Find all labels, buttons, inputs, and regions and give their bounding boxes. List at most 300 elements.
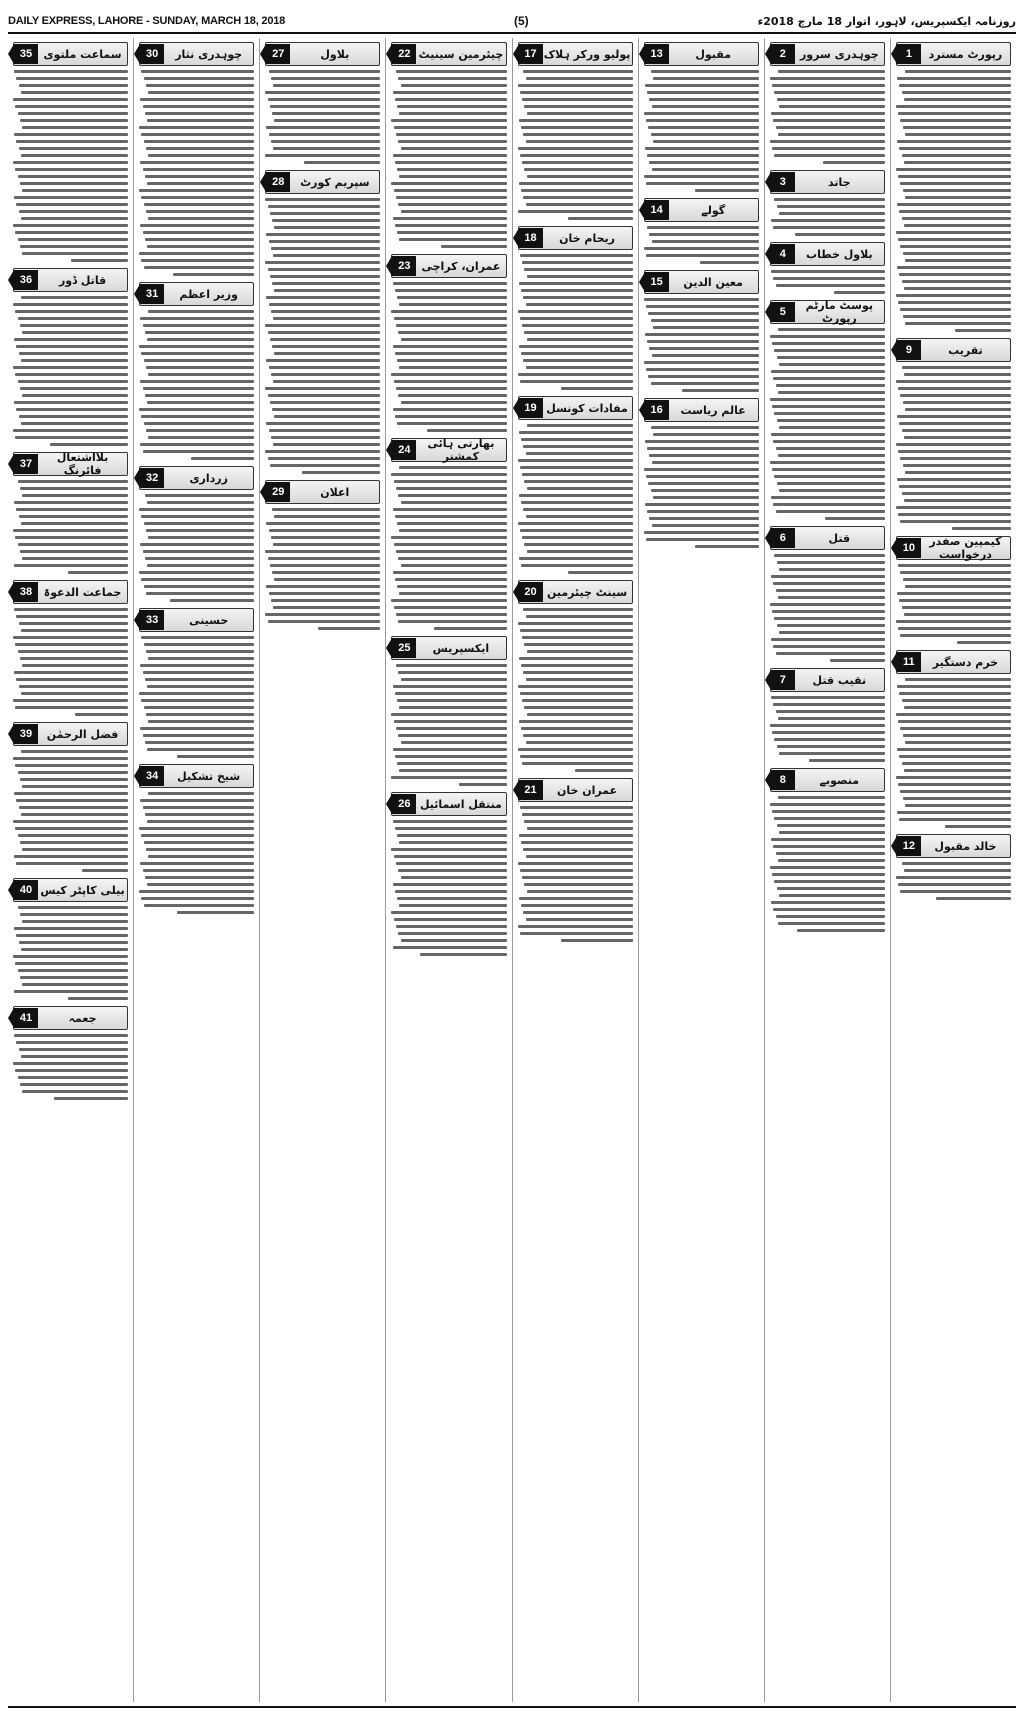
text-line [139, 508, 254, 511]
text-line [646, 368, 759, 371]
text-line [521, 352, 633, 355]
text-line [144, 841, 255, 844]
story-body-text [896, 366, 1011, 530]
story [391, 636, 506, 786]
story-body-text [896, 862, 1011, 900]
text-line [770, 724, 885, 727]
text-line [396, 613, 507, 616]
text-line [518, 459, 633, 462]
text-line [575, 769, 633, 772]
text-line [524, 331, 632, 334]
text-line [15, 373, 128, 376]
text-line [144, 643, 255, 646]
story-headline: منصوبے [819, 773, 860, 787]
text-line [770, 77, 885, 80]
story-body-text [391, 820, 506, 956]
text-line [522, 636, 633, 639]
text-line [19, 415, 128, 418]
text-line [140, 443, 254, 446]
story [518, 42, 633, 220]
story-number-badge: 22 [392, 44, 416, 64]
text-line [774, 738, 885, 741]
story-headline-box [644, 42, 759, 66]
text-line [776, 447, 885, 450]
text-line [145, 238, 254, 241]
text-line [268, 457, 381, 460]
text-line [420, 953, 506, 956]
text-line [145, 112, 254, 115]
text-line [391, 119, 506, 122]
story [644, 270, 759, 392]
text-line [524, 643, 632, 646]
story [644, 398, 759, 548]
text-line [524, 883, 632, 886]
text-line [146, 529, 254, 532]
text-line [148, 855, 254, 858]
text-line [270, 275, 381, 278]
text-line [266, 296, 380, 299]
text-line [271, 77, 380, 80]
text-line [898, 450, 1011, 453]
story [139, 42, 254, 276]
text-line [903, 126, 1011, 129]
text-line [274, 289, 380, 292]
text-line [20, 119, 128, 122]
text-line [274, 415, 380, 418]
text-line [771, 696, 885, 699]
text-line [904, 373, 1011, 376]
text-line [522, 762, 633, 765]
story-headline-box [518, 42, 633, 66]
story-number-badge: 23 [392, 256, 416, 276]
text-line [527, 713, 633, 716]
text-line [519, 720, 633, 723]
story-headline: کیمپین صفدر درخواست [929, 535, 1002, 561]
text-line [695, 545, 758, 548]
text-line [897, 203, 1011, 206]
text-line [21, 217, 128, 220]
text-line [776, 915, 885, 918]
text-line [526, 741, 633, 744]
text-line [391, 473, 506, 476]
text-line [526, 855, 633, 858]
text-line [644, 468, 759, 471]
text-line [21, 359, 128, 362]
text-line [147, 564, 254, 567]
text-line [394, 918, 507, 921]
text-line [141, 196, 254, 199]
text-line [520, 692, 633, 695]
story-body-text [770, 696, 885, 762]
story-headline: قاتل ڈور [58, 273, 107, 287]
text-line [273, 84, 380, 87]
text-line [523, 196, 632, 199]
text-line [273, 543, 380, 546]
text-line [140, 317, 254, 320]
text-line [266, 233, 380, 236]
story [770, 300, 885, 520]
text-line [779, 831, 885, 834]
story-headline: اعلان [320, 485, 350, 499]
text-line [903, 464, 1011, 467]
text-line [393, 748, 507, 751]
story [896, 42, 1011, 332]
text-line [15, 962, 128, 965]
text-line [898, 301, 1011, 304]
text-line [519, 557, 633, 560]
story-body-text [139, 494, 254, 602]
text-line [647, 510, 759, 513]
text-line [771, 638, 885, 641]
text-line [905, 585, 1011, 588]
text-line [148, 310, 254, 313]
text-line [651, 382, 759, 385]
story-body-text [896, 70, 1011, 332]
text-line [144, 422, 255, 425]
text-line [144, 585, 255, 588]
story-body-text [644, 226, 759, 264]
text-line [146, 650, 254, 653]
story-number-badge: 7 [771, 670, 795, 690]
story-headline-box [518, 226, 633, 250]
text-line [271, 436, 380, 439]
story-body-text [896, 678, 1011, 828]
text-line [777, 419, 885, 422]
text-line [15, 706, 128, 709]
text-line [899, 84, 1011, 87]
story [518, 226, 633, 390]
text-line [898, 513, 1011, 516]
text-line [391, 776, 506, 779]
text-line [518, 210, 633, 213]
text-line [266, 585, 380, 588]
text-line [399, 529, 506, 532]
text-line [778, 922, 885, 925]
text-line [20, 324, 128, 327]
story-number-badge: 34 [140, 766, 164, 786]
text-line [523, 133, 632, 136]
text-line [522, 876, 633, 879]
text-line [22, 920, 128, 923]
text-line [651, 426, 759, 429]
text-line [518, 147, 633, 150]
masthead-date-english: DAILY EXPRESS, LAHORE - SUNDAY, MARCH 18, 2018 [8, 15, 286, 27]
text-line [14, 927, 128, 930]
story-headline: خرم دستگیر [932, 655, 999, 669]
story-headline: چوہدری سرور [799, 47, 879, 61]
text-line [143, 550, 255, 553]
text-line [520, 317, 633, 320]
text-line [18, 969, 129, 972]
text-line [778, 596, 885, 599]
text-line [522, 536, 633, 539]
text-line [644, 247, 759, 250]
text-line [779, 568, 885, 571]
text-line [902, 91, 1011, 94]
text-line [522, 161, 633, 164]
text-line [272, 112, 380, 115]
text-line [177, 755, 254, 758]
text-line [141, 415, 254, 418]
story-number-badge: 33 [140, 610, 164, 630]
text-line [146, 713, 254, 716]
text-line [520, 869, 633, 872]
text-line [770, 398, 885, 401]
text-line [904, 706, 1011, 709]
text-line [22, 126, 128, 129]
text-line [269, 70, 381, 73]
text-line [16, 408, 128, 411]
text-line [771, 112, 885, 115]
story-headline-box [391, 792, 506, 816]
story-body-text [13, 750, 128, 872]
story-body-text [13, 1034, 128, 1100]
story [139, 764, 254, 914]
text-line [140, 161, 254, 164]
text-line [393, 91, 507, 94]
text-line [148, 536, 254, 539]
text-line [773, 908, 885, 911]
text-line [647, 340, 759, 343]
text-line [778, 328, 885, 331]
page-header [8, 10, 1016, 34]
text-line [265, 550, 380, 553]
story-headline: سپریم کورٹ [300, 175, 370, 189]
text-line [700, 261, 759, 264]
text-line [772, 731, 885, 734]
text-line [520, 529, 633, 532]
text-line [148, 720, 254, 723]
text-line [394, 855, 507, 858]
story [896, 834, 1011, 900]
text-line [270, 338, 381, 341]
story-number-badge: 18 [519, 228, 543, 248]
text-line [904, 98, 1011, 101]
text-line [896, 776, 1011, 779]
story [896, 338, 1011, 530]
text-line [518, 622, 633, 625]
story [13, 1006, 128, 1100]
story-headline: منتقل اسمائیل [419, 797, 502, 811]
text-line [146, 429, 254, 432]
text-line [22, 1090, 128, 1093]
text-line [13, 820, 128, 823]
text-line [898, 112, 1011, 115]
text-line [776, 589, 885, 592]
text-line [270, 401, 381, 404]
story-number-badge: 19 [519, 398, 543, 418]
text-line [401, 564, 507, 567]
text-line [394, 189, 507, 192]
text-line [401, 876, 507, 879]
text-line [13, 636, 128, 639]
text-line [265, 261, 380, 264]
text-line [897, 415, 1011, 418]
text-line [272, 408, 380, 411]
story-body-text [13, 608, 128, 716]
text-line [401, 401, 507, 404]
text-line [394, 480, 507, 483]
text-line [524, 105, 632, 108]
text-line [779, 752, 885, 755]
story [896, 536, 1011, 644]
text-line [270, 564, 381, 567]
text-line [16, 799, 128, 802]
text-line [399, 466, 506, 469]
text-line [68, 997, 128, 1000]
text-line [779, 212, 885, 215]
text-line [140, 98, 254, 101]
text-line [13, 429, 128, 432]
text-line [899, 692, 1011, 695]
story-number-badge: 25 [392, 638, 416, 658]
text-line [397, 296, 506, 299]
story-headline-box [518, 580, 633, 604]
text-line [652, 461, 759, 464]
text-line [646, 475, 759, 478]
story-number-badge: 20 [519, 582, 543, 602]
text-line [770, 140, 885, 143]
text-line [20, 487, 128, 490]
text-line [523, 445, 632, 448]
text-line [268, 98, 381, 101]
text-line [268, 268, 381, 271]
story-headline-box [13, 580, 128, 604]
text-line [14, 338, 128, 341]
text-line [903, 401, 1011, 404]
text-line [14, 401, 128, 404]
text-line [645, 440, 759, 443]
text-line [143, 168, 255, 171]
text-line [521, 189, 633, 192]
text-line [274, 352, 380, 355]
text-line [399, 841, 506, 844]
text-line [777, 624, 885, 627]
story-number-badge: 15 [645, 272, 669, 292]
text-line [399, 303, 506, 306]
text-line [771, 496, 885, 499]
text-line [393, 820, 507, 823]
text-line [21, 522, 128, 525]
text-line [399, 706, 506, 709]
story-headline: حسینی [189, 613, 229, 627]
text-line [774, 475, 885, 478]
text-line [18, 175, 129, 178]
text-line [265, 450, 380, 453]
story-body-text [770, 70, 885, 164]
text-line [561, 939, 632, 942]
text-line [772, 810, 885, 813]
story-number-badge: 36 [14, 270, 38, 290]
story [391, 792, 506, 956]
story-headline: عالم ریاست [680, 403, 746, 417]
text-line [271, 599, 380, 602]
story [13, 42, 128, 262]
column-6 [259, 38, 385, 1702]
text-line [14, 792, 128, 795]
text-line [139, 571, 254, 574]
text-line [398, 140, 506, 143]
text-line [140, 543, 254, 546]
text-line [271, 536, 380, 539]
text-line [16, 508, 128, 511]
text-line [273, 606, 380, 609]
text-line [778, 70, 885, 73]
text-line [777, 482, 885, 485]
text-line [391, 599, 506, 602]
text-line [395, 578, 507, 581]
story-body-text [518, 608, 633, 772]
story-body-text [139, 636, 254, 758]
story-headline-box [770, 300, 885, 324]
text-line [398, 869, 506, 872]
text-line [903, 252, 1011, 255]
text-line [646, 305, 759, 308]
text-line [773, 226, 885, 229]
story-body-text [518, 806, 633, 942]
story [13, 722, 128, 872]
text-line [396, 387, 507, 390]
text-line [304, 161, 380, 164]
text-line [396, 727, 507, 730]
story-headline: بیلی کاپٹر کیس [40, 883, 125, 897]
text-line [522, 324, 633, 327]
story [13, 580, 128, 716]
text-line [900, 308, 1011, 311]
text-line [139, 827, 254, 830]
story [265, 170, 380, 474]
text-line [15, 436, 128, 439]
story-number-badge: 8 [771, 770, 795, 790]
story-headline: بلاول [320, 47, 350, 61]
text-line [903, 797, 1011, 800]
text-line [21, 629, 128, 632]
story-number-badge: 29 [266, 482, 290, 502]
story-number-badge: 17 [519, 44, 543, 64]
text-line [269, 529, 381, 532]
story [770, 526, 885, 662]
story-headline-box [518, 778, 633, 802]
text-line [398, 203, 506, 206]
text-line [526, 140, 633, 143]
text-line [527, 338, 633, 341]
column-3 [638, 38, 764, 1702]
text-line [523, 608, 632, 611]
text-line [519, 345, 633, 348]
text-line [899, 273, 1011, 276]
text-line [398, 77, 506, 80]
text-line [896, 168, 1011, 171]
story-number-badge: 14 [645, 200, 669, 220]
text-line [272, 508, 380, 511]
text-line [520, 380, 633, 383]
story-number-badge: 10 [897, 538, 921, 558]
story [770, 170, 885, 236]
text-line [778, 391, 885, 394]
text-line [273, 254, 380, 257]
text-line [651, 133, 759, 136]
text-line [139, 692, 254, 695]
text-line [646, 182, 759, 185]
text-line [898, 883, 1011, 886]
text-line [318, 627, 380, 630]
text-line [520, 154, 633, 157]
story-headline: ریحام خان [559, 231, 615, 245]
text-line [14, 608, 128, 611]
text-line [648, 375, 759, 378]
text-line [526, 452, 633, 455]
story-number-badge: 32 [140, 468, 164, 488]
